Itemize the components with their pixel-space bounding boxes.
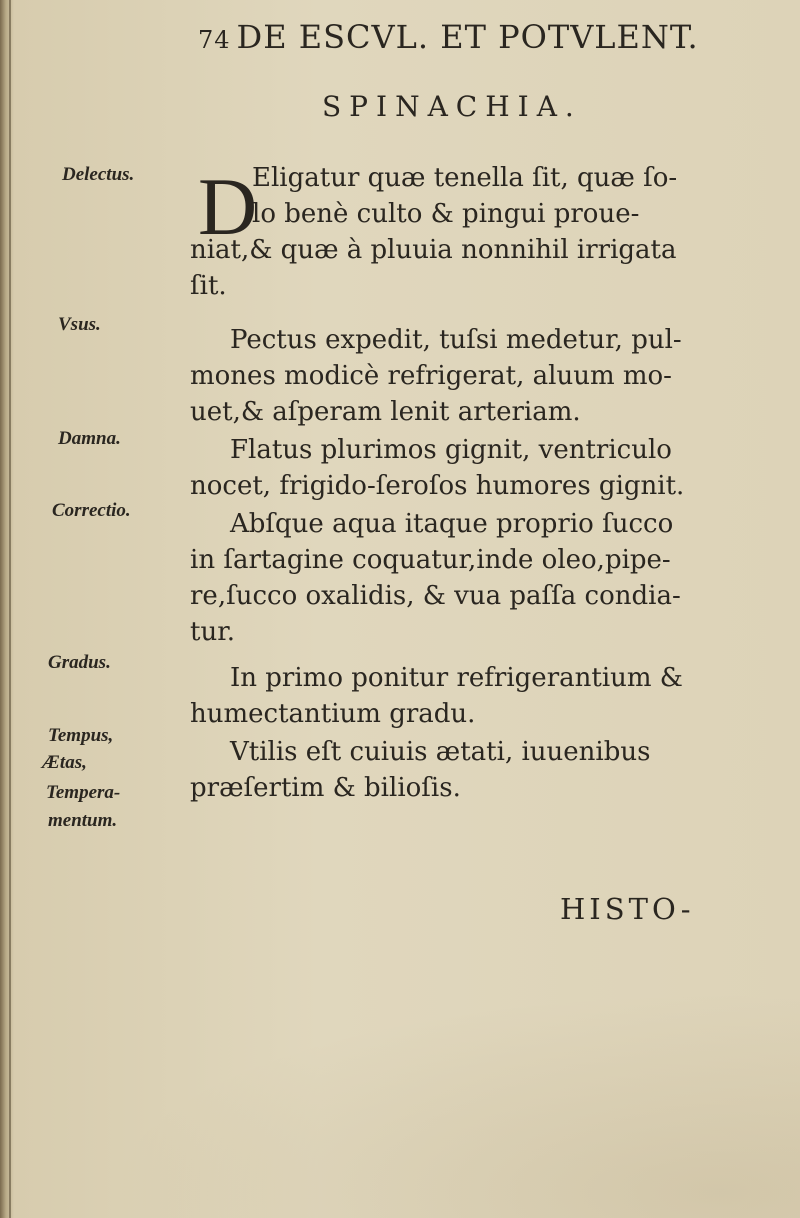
text-line: tur.	[190, 617, 236, 647]
text-line: mones modicè refrigerat, aluum mo-	[190, 361, 672, 391]
paragraph-gradus	[190, 660, 750, 732]
margin-note-temperamentum-1: Tempera-	[46, 782, 121, 803]
margin-note-damna: Damna.	[58, 428, 121, 449]
text-line: nocet, frigido-ſeroſos humores gignit.	[190, 471, 685, 501]
text-line: ſit.	[190, 271, 227, 301]
text-line: Pectus expedit, tuſsi medetur, pul-	[230, 325, 682, 355]
margin-note-gradus: Gradus.	[48, 652, 111, 673]
page-spine-edge	[9, 0, 11, 1218]
text-line: Abſque aqua itaque proprio ſucco	[230, 509, 674, 539]
text-line: In primo ponitur refrigerantium &	[230, 663, 683, 693]
margin-note-aetas: Ætas,	[42, 752, 87, 773]
drop-capital: D	[198, 161, 258, 252]
margin-note-tempus: Tempus,	[48, 725, 114, 746]
page-number: 74	[198, 26, 231, 54]
running-title: DE ESCVL. ET POTVLENT.	[236, 18, 699, 56]
margin-note-correctio: Correctio.	[52, 500, 131, 521]
text-line: in ſartagine coquatur,inde oleo,pipe-	[190, 545, 671, 575]
text-line: lo benè culto & pingui proue-	[252, 199, 640, 229]
margin-note-usus: Vsus.	[58, 314, 101, 335]
paragraph-correctio	[190, 506, 750, 650]
catchword: HISTO-	[560, 892, 695, 926]
margin-note-delectus: Delectus.	[62, 164, 135, 185]
margin-note-temperamentum-2: mentum.	[48, 810, 118, 831]
text-line: præſertim & bilioſis.	[190, 773, 461, 803]
text-line: uet,& aſperam lenit arteriam.	[190, 397, 581, 427]
running-header	[198, 18, 778, 56]
text-line: Flatus plurimos gignit, ventriculo	[230, 435, 672, 465]
text-line: humectantium gradu.	[190, 699, 476, 729]
paragraph-usus	[190, 322, 750, 430]
section-title: SPINACHIA.	[322, 90, 582, 123]
text-line: Eligatur quæ tenella ſit, quæ ſo-	[252, 163, 678, 193]
paragraph-delectus	[190, 160, 750, 304]
paragraph-damna	[190, 432, 750, 504]
paper-stain	[0, 958, 800, 1218]
paragraph-tempus	[190, 734, 750, 806]
text-line: niat,& quæ à pluuia nonnihil irrigata	[190, 235, 677, 265]
text-line: re,ſucco oxalidis, & vua paſſa condia-	[190, 581, 681, 611]
text-line: Vtilis eſt cuiuis ætati, iuuenibus	[230, 737, 651, 767]
